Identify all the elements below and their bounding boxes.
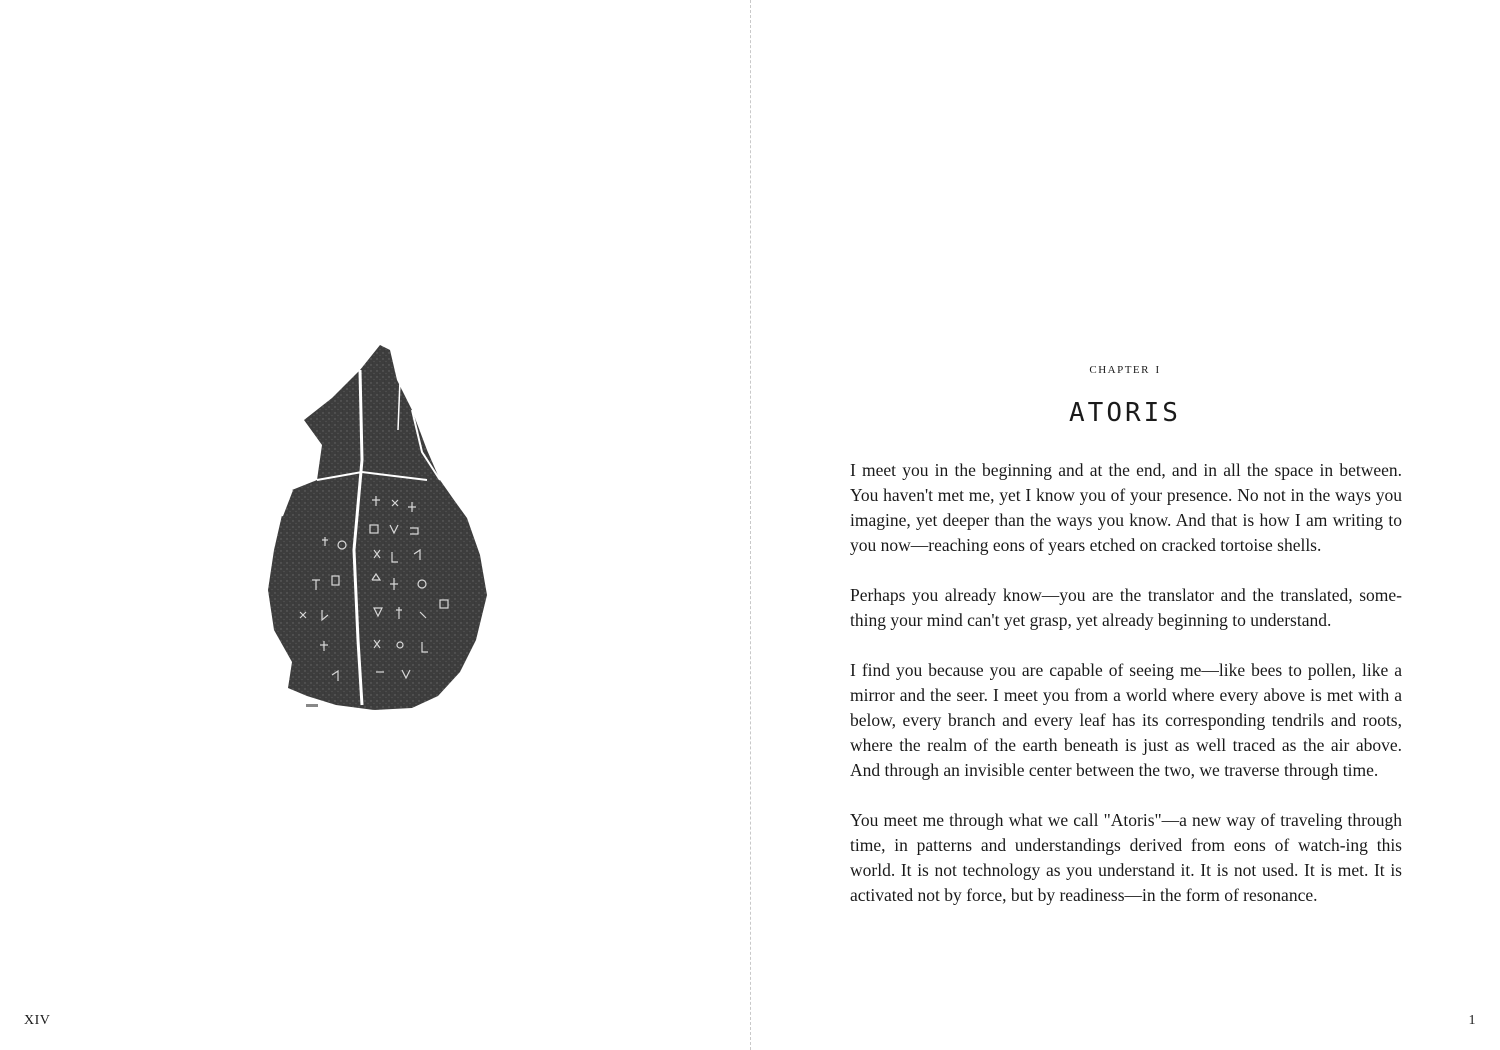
paragraph: I find you because you are capable of seeing me—like bees to pollen, like a mirror and the seer. I meet you from a world where every above is met with a below, every branch and every leaf has its corresponding tendrils and roots, where the realm of the earth beneath is just as well traced as the air above. And through an invisible center between the two, we traverse through time. — [850, 660, 1402, 780]
oracle-bone-inscription-illustration — [262, 340, 492, 720]
paragraph: I meet you in the beginning and at the end, and in all the space in between. You haven't met me, yet I know you of your presence. No not in the ways you imagine, yet deeper than the ways you know. And that is how I am writing to you now—reaching eons of years etched on cracked tortoise shells. — [850, 460, 1402, 555]
page-number-right: 1 — [1468, 1013, 1476, 1028]
page-number-left: XIV — [24, 1013, 51, 1028]
paragraph: You meet me through what we call "Atoris"—a new way of traveling through time, in patterns and understandings derived from eons of watch-ing this world. It is not technology as you understand it. It is not used. It is met. It is activated not by force, but by readiness—in the form of resonance. — [850, 810, 1402, 905]
chapter-title: ATORIS — [1069, 398, 1181, 428]
chapter-body — [850, 458, 1402, 933]
chapter-label: chapter i — [1089, 360, 1161, 377]
paragraph: Perhaps you already know—you are the translator and the translated, some-thing your mind can't yet grasp, yet already beginning to understand. — [850, 585, 1402, 630]
oracle-bone-illustration — [262, 340, 492, 720]
right-page — [751, 0, 1500, 1050]
